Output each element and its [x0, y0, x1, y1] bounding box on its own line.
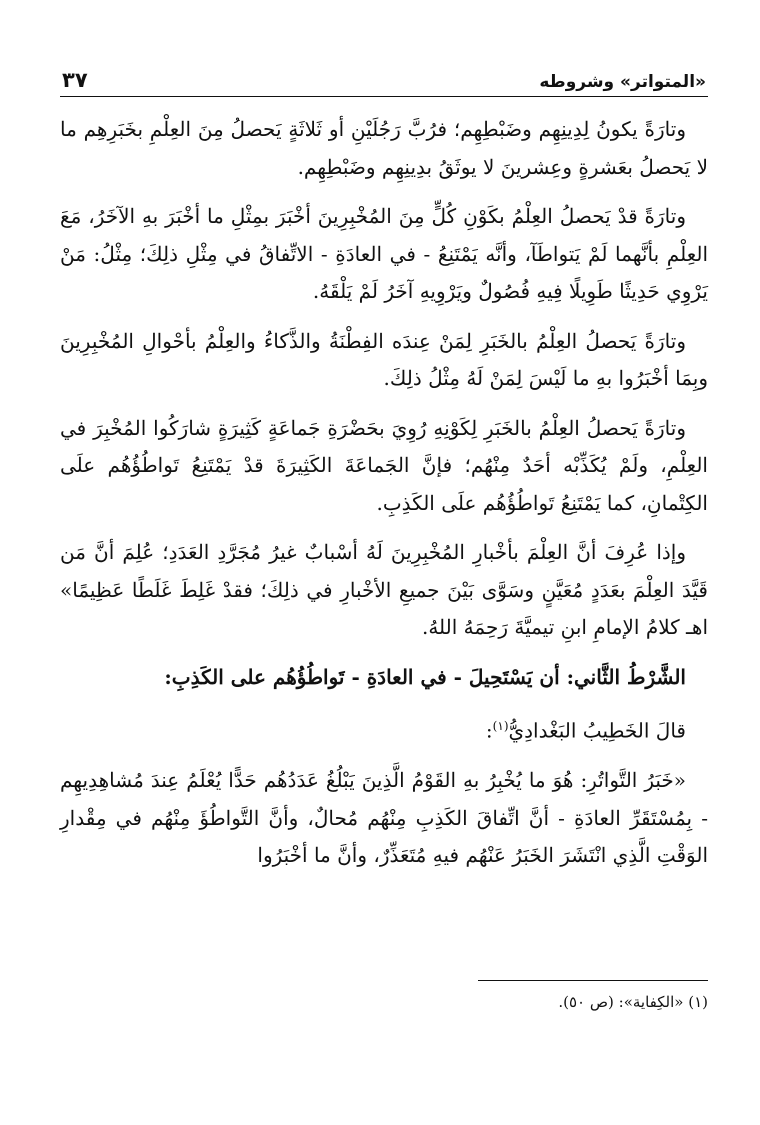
paragraph-5: وإذا عُرِفَ أنَّ العِلْمَ بأخْبارِ المُخْبِرِينَ لَهُ أسْبابٌ غيرُ مُجَرَّدِ العَدَدِ؛ عُلِمَ أنَّ مَن قَيَّدَ العِلْمَ بعَدَدٍ مُعَيَّنٍ وسَوَّى بَيْنَ جميعِ الأخْبارِ في ذلِكَ؛ فقدْ غَلِطَ غَلَطًا عَظِيمًا» اهـ كلامُ الإمامِ ابنِ تيميَّةَ رَحِمَهُ اللهُ. — [60, 540, 708, 639]
page-number: ٣٧ — [62, 68, 88, 92]
paragraph-2: وتارَةً قدْ يَحصلُ العِلْمُ بكَوْنِ كُلٍّ مِنَ المُخْبِرِينَ أخْبَرَ بمِثْلِ ما أخْبَرَ بهِ الآخَرُ، مَعَ العِلْمِ بأنَّهما لَمْ يَتواطَآ، وأنَّه يَمْتَنِعُ - في العادَةِ - الاتِّفاقُ في مِثْلِ ذلِكَ؛ مِثْلُ: مَنْ يَرْوِي حَدِيثًا طَوِيلًا فِيهِ فُصُولٌ ويَرْوِيهِ آخَرُ لَمْ يَلْقَهُ. — [60, 204, 708, 303]
quote-intro-colon: : — [485, 718, 493, 743]
footnote-ref: (١) — [492, 719, 509, 733]
book-page — [60, 58, 708, 1068]
quote-paragraph: «خَبَرُ التَّواتُرِ: هُوَ ما يُخْبِرُ بهِ القَوْمُ الَّذِينَ يَبْلُغُ عَدَدُهُم حَدًّا يُعْلَمُ عِندَ مُشاهِدِيهِم - بِمُسْتَقَرِّ العادَةِ - أنَّ اتِّفاقَ الكَذِبِ مِنْهُم مُحالٌ، وأنَّ التَّواطُؤَ مِنْهُم في مِقْدارِ الوَقْتِ الَّذِي انْتَشَرَ الخَبَرُ عَنْهُم فيهِ مُتَعَذِّرٌ، وأنَّ ما أخْبَرُوا — [60, 768, 708, 868]
running-title: «المتواتر» وشروطه — [539, 72, 706, 92]
page-header — [60, 58, 708, 97]
section-heading: الشَّرْطُ الثَّاني: أن يَسْتَحِيلَ - في العادَةِ - تَواطُؤُهُم على الكَذِبِ: — [164, 664, 686, 689]
footnote-divider — [478, 980, 708, 981]
paragraph-4: وتارَةً يَحصلُ العِلْمُ بالخَبَرِ لِكَوْنِهِ رُوِيَ بحَضْرَةِ جَماعَةٍ كَثِيرَةٍ شارَكُوا المُخْبِرَ في العِلْمِ، ولَمْ يُكَذِّبْه أحَدٌ مِنْهُم؛ فإنَّ الجَماعَةَ الكَثِيرَةَ قدْ يَمْتَنِعُ تَواطُؤُهُم علَى الكِتْمانِ، كما يَمْتَنِعُ تَواطُؤُهُم علَى الكَذِبِ. — [60, 415, 708, 515]
paragraph-1: وتارَةً يكونُ لِدِينِهِم وضَبْطِهِم؛ فرُبَّ رَجُلَيْنِ أو ثَلاثَةٍ يَحصلُ مِنَ العِلْمِ بخَبَرِهِم ما لا يَحصلُ بعَشرةٍ وعِشرينَ لا يوثَقُ بدِينِهِم وضَبْطِهِم. — [60, 117, 708, 179]
body-text — [60, 111, 708, 875]
footnote: (١) «الكِفاية»: (ص ٥٠). — [558, 993, 708, 1011]
quote-intro: قالَ الخَطِيبُ البَغْدادِيُّ — [508, 718, 686, 743]
paragraph-3: وتارَةً يَحصلُ العِلْمُ بالخَبَرِ لِمَنْ عِندَه الفِطْنَةُ والذَّكاءُ والعِلْمُ بأحْوالِ المُخْبِرِينَ وبِمَا أخْبَرُوا بهِ ما لَيْسَ لِمَنْ لَهُ مِثْلُ ذلِكَ. — [60, 328, 708, 390]
quote-intro-line — [60, 708, 708, 750]
